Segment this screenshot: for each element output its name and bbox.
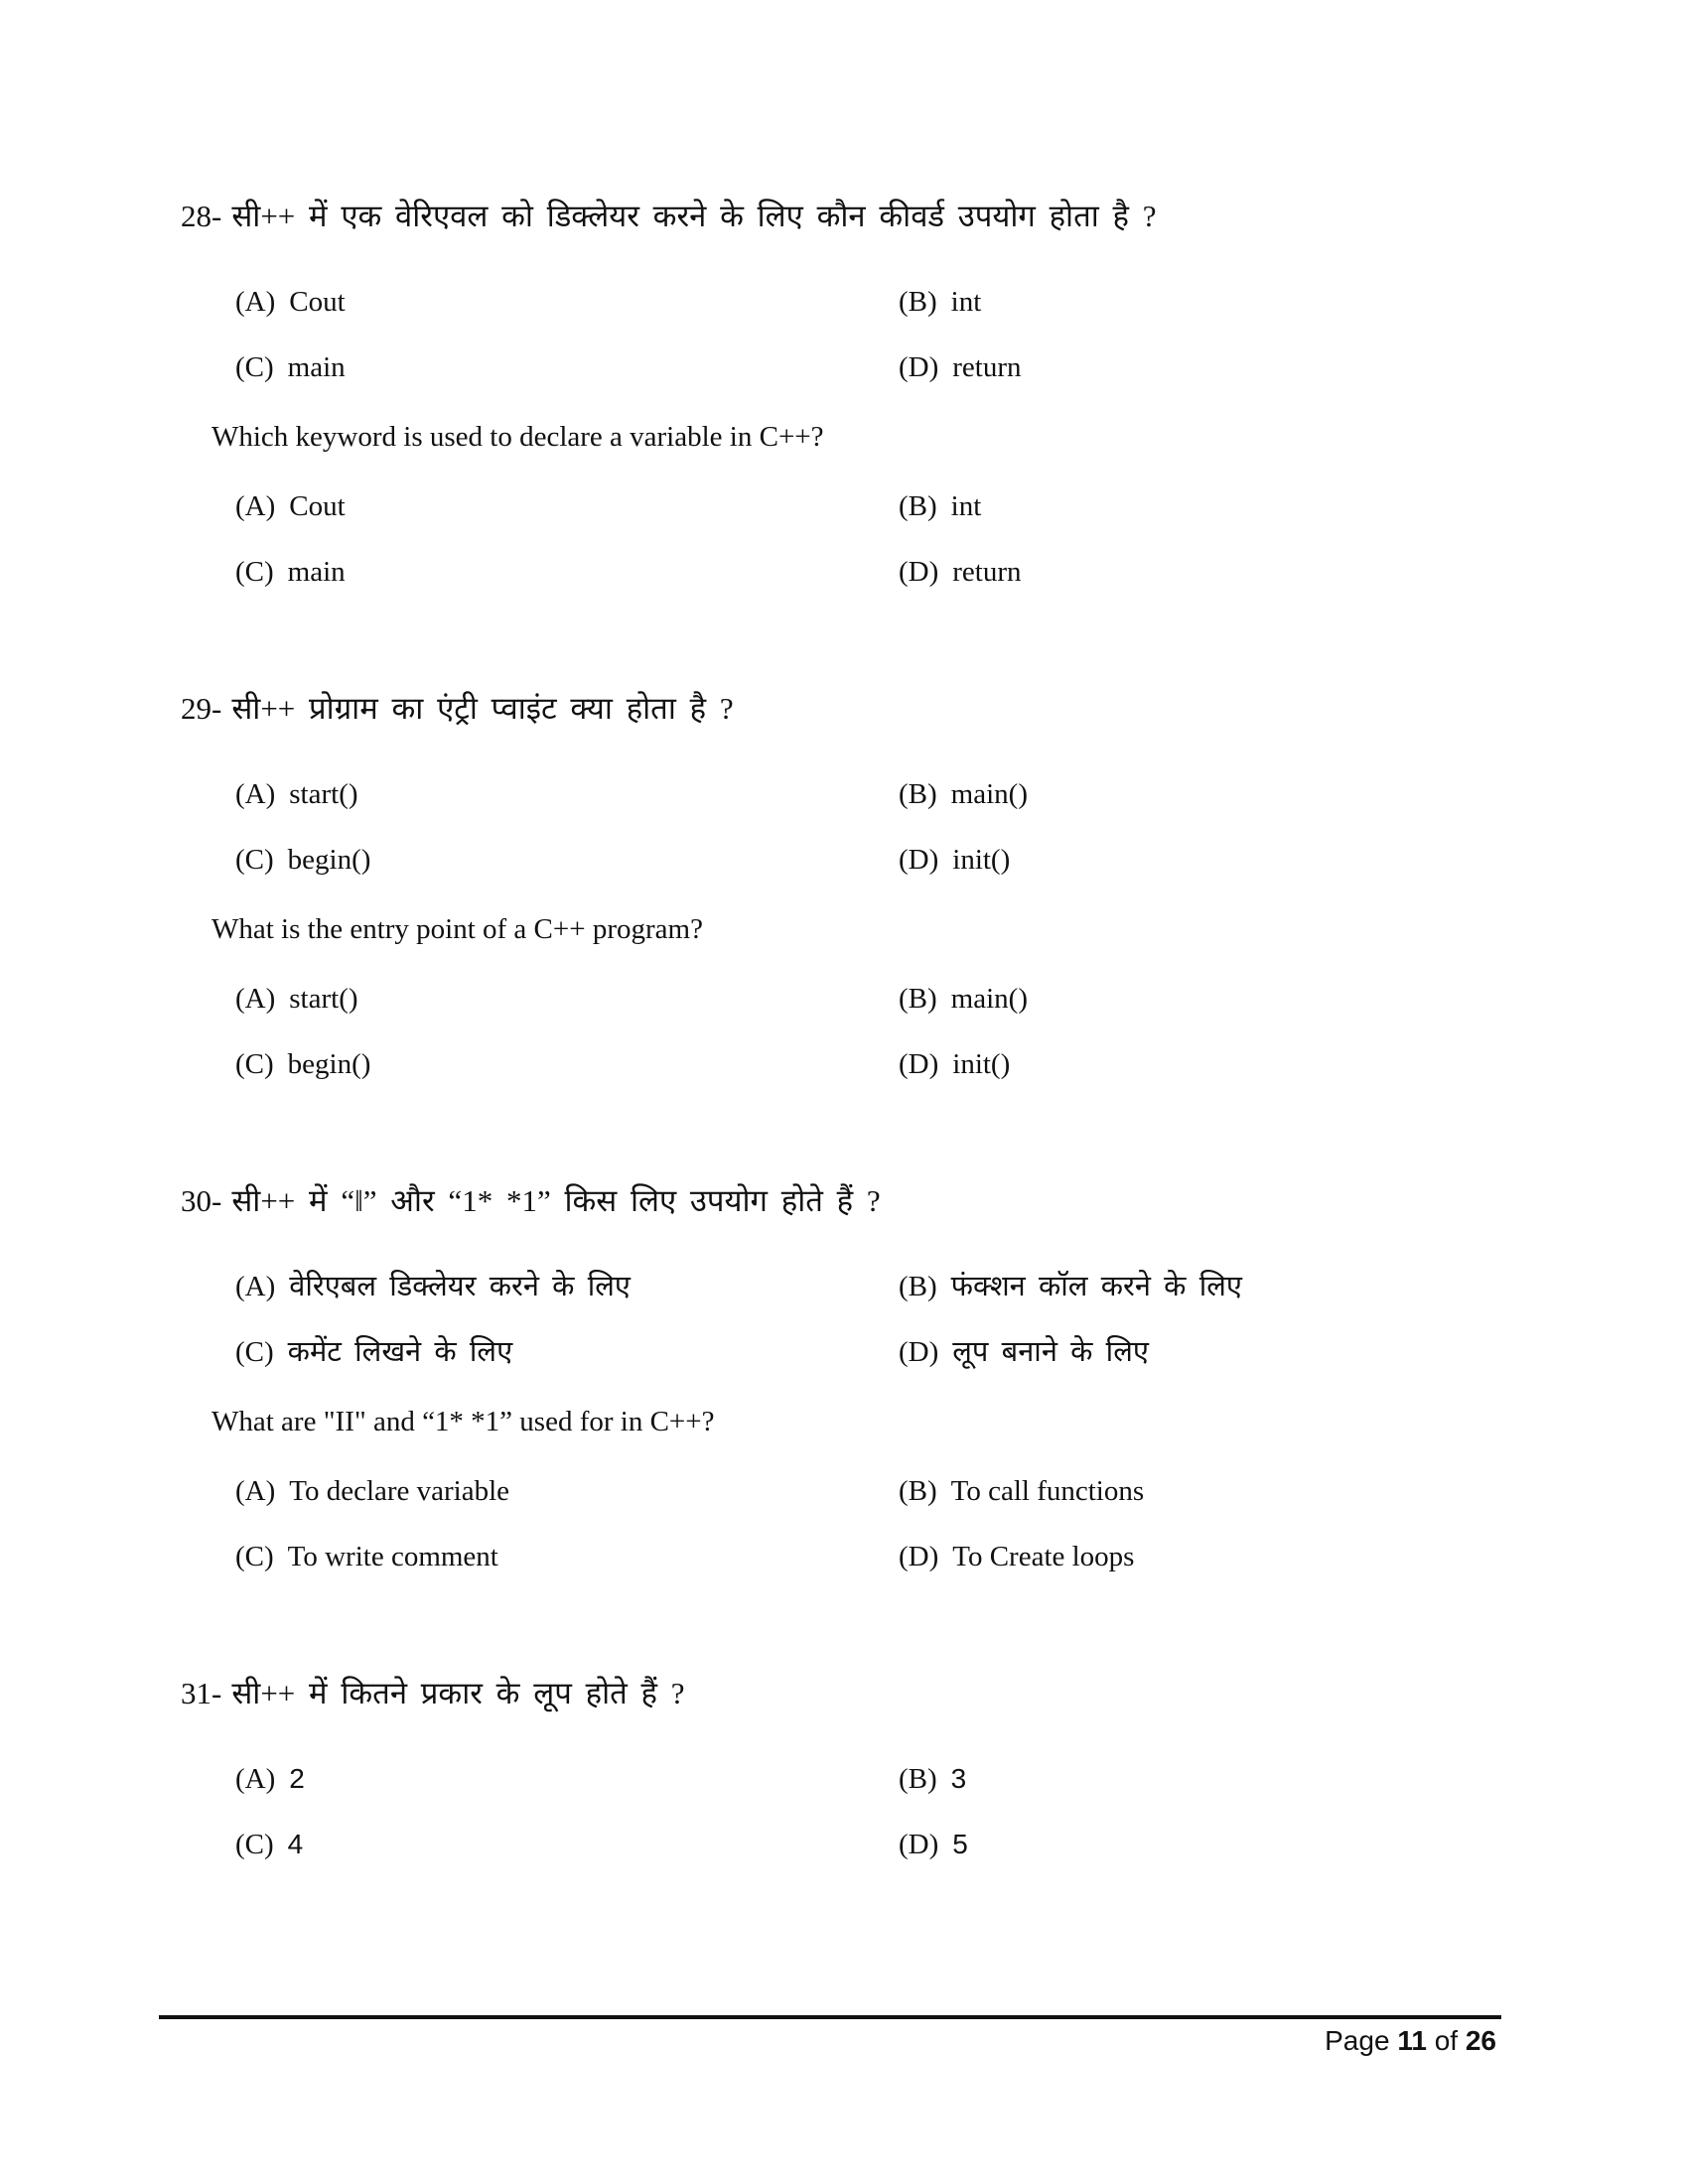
- question-text-hindi: सी++ प्रोग्राम का एंट्री प्वाइंट क्या होता है ?: [231, 691, 734, 726]
- option-item-c: [235, 1825, 899, 1864]
- option-label: (D): [899, 556, 939, 588]
- question-28-bottom-options-row-2: [235, 552, 1688, 592]
- option-item-c: [235, 347, 899, 387]
- question-30-hindi-line: [181, 1179, 1688, 1223]
- option-item-a: [235, 1267, 899, 1306]
- option-text: begin(): [287, 844, 371, 876]
- option-label: (B): [899, 1271, 937, 1302]
- page-current-number: 11: [1397, 2025, 1427, 2056]
- option-text: main: [287, 556, 346, 588]
- option-label: (D): [899, 351, 939, 383]
- option-item-d: [899, 1537, 1134, 1576]
- question-text-english: What is the entry point of a C++ program?: [211, 913, 703, 945]
- option-text: फंक्शन कॉल करने के लिए: [950, 1271, 1242, 1302]
- option-label: (D): [899, 1048, 939, 1080]
- question-28-block: [0, 195, 1688, 592]
- option-label: (A): [235, 983, 276, 1015]
- option-text: Cout: [289, 490, 346, 522]
- option-text: वेरिएबल डिक्लेयर करने के लिए: [289, 1271, 631, 1302]
- question-text-english: Which keyword is used to declare a variable in C++?: [211, 421, 824, 453]
- option-item-c: [235, 1332, 899, 1372]
- option-label: (A): [235, 1475, 276, 1507]
- question-28-hindi-line: [181, 195, 1688, 238]
- option-item-a: [235, 774, 899, 814]
- option-text: int: [950, 286, 982, 318]
- option-label: (C): [235, 1541, 274, 1572]
- question-29-top-options-row-2: [235, 840, 1688, 880]
- question-31-options-row-2: [235, 1825, 1688, 1864]
- option-label: (C): [235, 844, 274, 876]
- option-text: To call functions: [950, 1475, 1145, 1507]
- option-text: init(): [952, 844, 1011, 876]
- option-item-c: [235, 552, 899, 592]
- question-30-top-options-row-1: [235, 1267, 1688, 1306]
- option-text: 2: [289, 1763, 305, 1794]
- questions-area: [0, 195, 1688, 1960]
- option-text: 4: [287, 1829, 304, 1859]
- option-text: start(): [289, 983, 358, 1015]
- option-text: लूप बनाने के लिए: [952, 1336, 1149, 1368]
- option-text: main(): [950, 983, 1028, 1015]
- question-28-top-options-row-2: [235, 347, 1688, 387]
- question-30-bottom-options-row-2: [235, 1537, 1688, 1576]
- question-31-hindi-line: [181, 1672, 1688, 1715]
- option-text: To write comment: [287, 1541, 498, 1572]
- option-text: main(): [950, 778, 1028, 810]
- question-29-bottom-options-row-2: [235, 1044, 1688, 1084]
- option-text: main: [287, 351, 346, 383]
- option-item-b: [899, 1471, 1144, 1511]
- option-label: (D): [899, 1829, 939, 1860]
- option-text: return: [952, 351, 1022, 383]
- option-text: return: [952, 556, 1022, 588]
- option-label: (C): [235, 1048, 274, 1080]
- option-item-a: [235, 1471, 899, 1511]
- option-text: 5: [952, 1829, 968, 1859]
- question-text-hindi: सी++ में कितने प्रकार के लूप होते हैं ?: [231, 1676, 685, 1710]
- footer-divider-rule: [159, 2015, 1501, 2019]
- option-item-b: [899, 774, 1028, 814]
- option-item-a: [235, 979, 899, 1019]
- question-number: 29-: [181, 691, 222, 726]
- option-item-c: [235, 1044, 899, 1084]
- option-label: (B): [899, 983, 937, 1015]
- option-text: To Create loops: [952, 1541, 1135, 1572]
- question-text-hindi: सी++ में एक वेरिएवल को डिक्लेयर करने के लिए कौन कीवर्ड उपयोग होता है ?: [231, 199, 1157, 233]
- option-label: (C): [235, 351, 274, 383]
- option-item-a: [235, 486, 899, 526]
- question-28-top-options-row-1: [235, 282, 1688, 322]
- option-item-c: [235, 840, 899, 880]
- option-text: Cout: [289, 286, 346, 318]
- question-30-bottom-options-row-1: [235, 1471, 1688, 1511]
- option-item-d: [899, 1825, 968, 1864]
- option-label: (C): [235, 1829, 274, 1860]
- option-text: begin(): [287, 1048, 371, 1080]
- option-item-b: [899, 486, 981, 526]
- page-label: Page: [1325, 2025, 1390, 2056]
- question-text-english: What are "II" and “1* *1” used for in C++?: [211, 1406, 715, 1437]
- option-label: (A): [235, 490, 276, 522]
- option-item-d: [899, 552, 1022, 592]
- option-item-d: [899, 347, 1022, 387]
- question-29-bottom-options-row-1: [235, 979, 1688, 1019]
- option-text: 3: [950, 1763, 967, 1794]
- option-item-b: [899, 1267, 1242, 1306]
- option-text: To declare variable: [289, 1475, 510, 1507]
- option-item-a: [235, 1759, 899, 1799]
- question-29-hindi-line: [181, 687, 1688, 731]
- option-text: start(): [289, 778, 358, 810]
- option-label: (B): [899, 1763, 937, 1795]
- option-item-d: [899, 1332, 1149, 1372]
- page-footer: [1325, 2025, 1496, 2057]
- option-item-c: [235, 1537, 899, 1576]
- option-label: (A): [235, 1271, 276, 1302]
- page-total-number: 26: [1465, 2025, 1496, 2056]
- option-item-b: [899, 979, 1028, 1019]
- option-item-b: [899, 282, 981, 322]
- question-number: 31-: [181, 1676, 222, 1710]
- option-label: (A): [235, 778, 276, 810]
- question-28-bottom-options-row-1: [235, 486, 1688, 526]
- question-text-hindi: सी++ में “‖” और “1* *1” किस लिए उपयोग होते हैं ?: [231, 1183, 881, 1218]
- option-label: (D): [899, 1541, 939, 1572]
- question-31-block: [0, 1672, 1688, 1864]
- question-number: 28-: [181, 199, 222, 233]
- question-30-top-options-row-2: [235, 1332, 1688, 1372]
- option-text: कमेंट लिखने के लिए: [287, 1336, 513, 1368]
- question-number: 30-: [181, 1183, 222, 1218]
- option-label: (C): [235, 1336, 274, 1368]
- option-text: init(): [952, 1048, 1011, 1080]
- page-of-label: of: [1434, 2025, 1459, 2056]
- option-label: (B): [899, 286, 937, 318]
- option-label: (C): [235, 556, 274, 588]
- option-label: (A): [235, 1763, 276, 1795]
- question-29-block: [0, 687, 1688, 1084]
- question-29-top-options-row-1: [235, 774, 1688, 814]
- option-item-a: [235, 282, 899, 322]
- option-label: (D): [899, 1336, 939, 1368]
- option-item-b: [899, 1759, 966, 1799]
- option-text: int: [950, 490, 982, 522]
- question-31-options-row-1: [235, 1759, 1688, 1799]
- option-item-d: [899, 1044, 1010, 1084]
- question-30-block: [0, 1179, 1688, 1576]
- option-label: (A): [235, 286, 276, 318]
- option-label: (B): [899, 778, 937, 810]
- option-label: (D): [899, 844, 939, 876]
- option-label: (B): [899, 490, 937, 522]
- option-label: (B): [899, 1475, 937, 1507]
- option-item-d: [899, 840, 1010, 880]
